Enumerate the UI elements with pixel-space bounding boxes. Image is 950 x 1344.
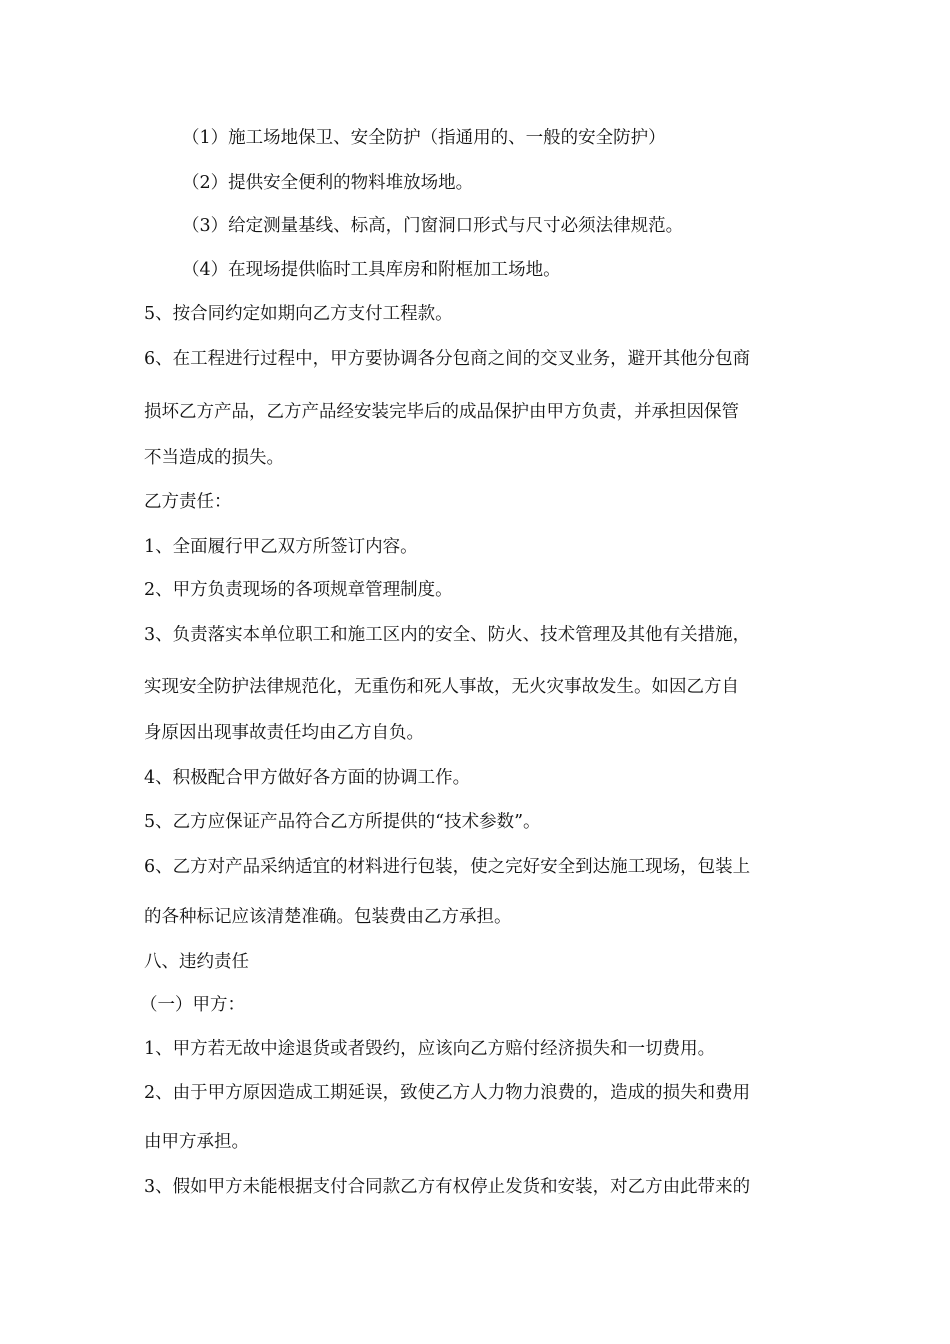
text-line: 5、按合同约定如期向乙方支付工程款。 [144,304,453,324]
text-line: （3）给定测量基线、标高，门窗洞口形式与尺寸必须法律规范。 [182,216,684,236]
section-heading: 乙方责任： [144,492,232,512]
text-line: 4、积极配合甲方做好各方面的协调工作。 [144,768,471,788]
text-line: 2、甲方负责现场的各项规章管理制度。 [144,580,453,600]
text-line: 2、由于甲方原因造成工期延误，致使乙方人力物力浪费的，造成的损失和费用 [144,1083,751,1103]
text-line: 6、乙方对产品采纳适宜的材料进行包装，使之完好安全到达施工现场，包装上 [144,857,751,877]
text-line: 3、负责落实本单位职工和施工区内的安全、防火、技术管理及其他有关措施， [144,625,751,645]
text-line: 损坏乙方产品，乙方产品经安装完毕后的成品保护由甲方负责，并承担因保管 [144,402,739,422]
text-line: 实现安全防护法律规范化，无重伤和死人事故，无火灾事故发生。如因乙方自 [144,677,739,697]
section-heading: 八、违约责任 [144,952,249,972]
text-line: 不当造成的损失。 [144,448,284,468]
text-line: 的各种标记应该清楚准确。包装费由乙方承担。 [144,907,512,927]
text-line: （4）在现场提供临时工具库房和附框加工场地。 [182,260,561,280]
text-line: 由甲方承担。 [144,1132,249,1152]
subsection-heading: （一）甲方： [140,995,245,1015]
text-line: 身原因出现事故责任均由乙方自负。 [144,723,424,743]
text-line: （1）施工场地保卫、安全防护（指通用的、一般的安全防护） [182,128,666,148]
text-line: 5、乙方应保证产品符合乙方所提供的“技术参数”。 [144,812,541,832]
text-line: 1、全面履行甲乙双方所签订内容。 [144,537,418,557]
text-line: 3、假如甲方未能根据支付合同款乙方有权停止发货和安装，对乙方由此带来的 [144,1177,751,1197]
text-line: 6、在工程进行过程中，甲方要协调各分包商之间的交叉业务，避开其他分包商 [144,349,751,369]
text-line: 1、甲方若无故中途退货或者毁约，应该向乙方赔付经济损失和一切费用。 [144,1039,716,1059]
text-line: （2）提供安全便利的物料堆放场地。 [182,173,474,193]
